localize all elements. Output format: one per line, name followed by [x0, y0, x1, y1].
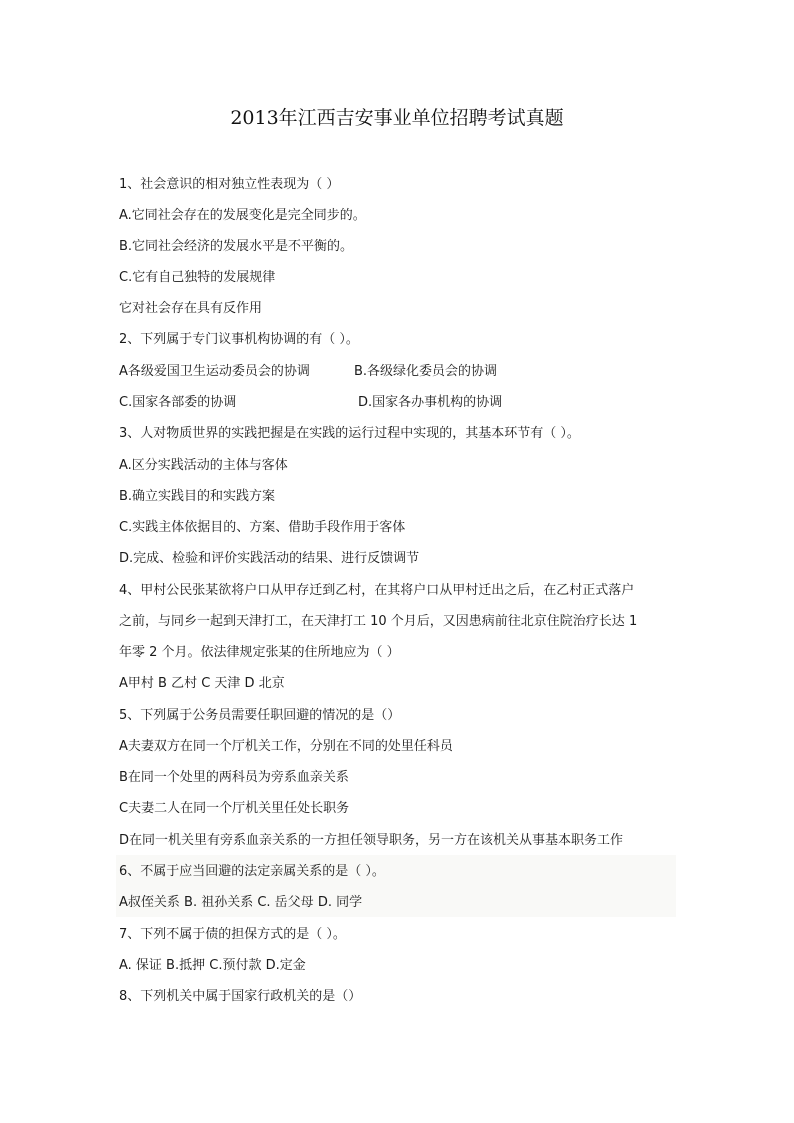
option-2c-row: [119, 393, 503, 413]
option-1a: A.它同社会存在的发展变化是完全同步的。: [119, 208, 366, 223]
question-6: 6、不属于应当回避的法定亲属关系的是（ ）。: [119, 864, 385, 879]
question-2: 2、下列属于专门议事机构协调的有（ ）。: [119, 332, 359, 347]
option-3a: A.区分实践活动的主体与客体: [119, 458, 288, 473]
option-2b: B.各级绿化委员会的协调: [354, 364, 498, 379]
options-6: A叔侄关系 B. 祖孙关系 C. 岳父母 D. 同学: [119, 895, 363, 910]
option-2a: A各级爱国卫生运动委员会的协调: [119, 364, 310, 379]
option-1d: 它对社会存在具有反作用: [119, 301, 263, 316]
question-4-line-3: 年零 2 个月。依法律规定张某的住所地应为（ ）: [119, 645, 400, 660]
option-5b: B在同一个处里的两科员为旁系血亲关系: [119, 770, 349, 785]
option-5c: C夫妻二人在同一个厅机关里任处长职务: [119, 801, 350, 816]
document-title: 2013年江西吉安事业单位招聘考试真题: [230, 107, 564, 129]
option-1c: C.它有自己独特的发展规律: [119, 270, 276, 285]
question-7: 7、下列不属于债的担保方式的是（ ）。: [119, 927, 346, 942]
option-5a: A夫妻双方在同一个厅机关工作，分别在不同的处里任科员: [119, 739, 453, 754]
option-1b: B.它同社会经济的发展水平是不平衡的。: [119, 239, 354, 254]
question-3: 3、人对物质世界的实践把握是在实践的运行过程中实现的，其基本环节有（ ）。: [119, 426, 580, 441]
option-2d: D.国家各办事机构的协调: [358, 395, 503, 410]
question-4-line-2: 之前，与同乡一起到天津打工，在天津打工 10 个月后，又因患病前往北京住院治疗长达 1: [119, 614, 638, 629]
option-3d: D.完成、检验和评价实践活动的结果、进行反馈调节: [119, 551, 420, 566]
options-7: A. 保证 B.抵押 C.预付款 D.定金: [119, 958, 306, 973]
option-2c: C.国家各部委的协调: [119, 395, 237, 410]
options-4: A甲村 B 乙村 C 天津 D 北京: [119, 676, 285, 691]
question-4-line-1: 4、甲村公民张某欲将户口从甲存迁到乙村，在其将户口从甲村迁出之后，在乙村正式落户: [119, 583, 635, 598]
question-8: 8、下列机关中属于国家行政机关的是（）: [119, 989, 362, 1004]
option-3b: B.确立实践目的和实践方案: [119, 489, 276, 504]
option-5d: D在同一机关里有旁系血亲关系的一方担任领导职务，另一方在该机关从事基本职务工作: [119, 833, 624, 848]
question-5: 5、下列属于公务员需要任职回避的情况的是（）: [119, 708, 401, 723]
option-3c: C.实践主体依据目的、方案、借助手段作用于客体: [119, 520, 406, 535]
question-1: 1、社会意识的相对独立性表现为（ ）: [119, 177, 340, 192]
option-2a-row: [119, 362, 498, 382]
